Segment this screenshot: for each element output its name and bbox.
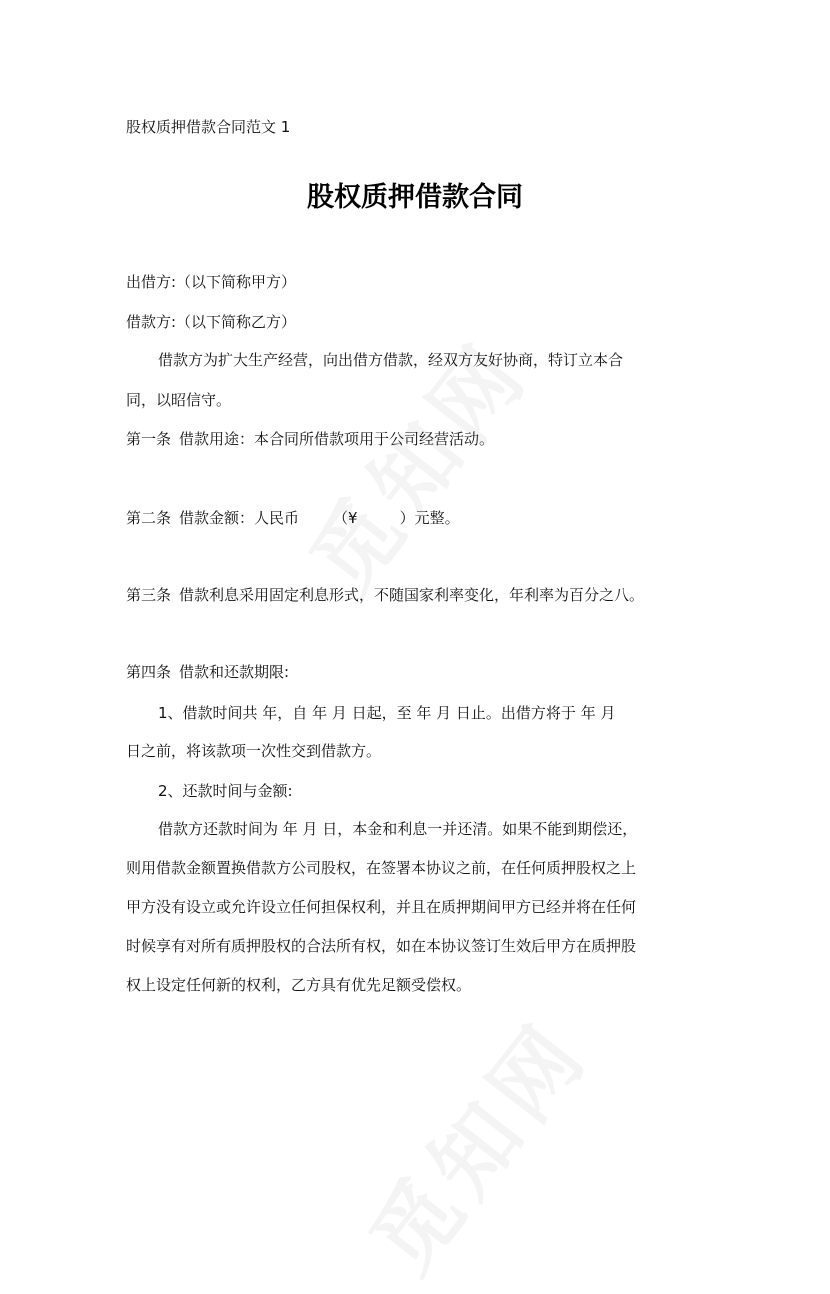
article-4 xyxy=(126,661,289,683)
article-1-number: 第一条 xyxy=(126,430,172,448)
article-4-item-1-line-1: 1、借款时间共 年，自 年 月 日起，至 年 月 日止。出借方将于 年 月 xyxy=(158,704,616,722)
page-title: 股权质押借款合同 xyxy=(307,182,523,213)
article-4-number: 第四条 xyxy=(126,663,172,681)
article-4-para-line-5: 权上设定任何新的权利，乙方具有优先足额受偿权。 xyxy=(126,976,472,994)
article-4-para-line-4: 时候享有对所有质押股权的合法所有权，如在本协议签订生效后甲方在质押股 xyxy=(126,937,637,955)
intro-line-2: 同，以昭信守。 xyxy=(126,391,232,409)
article-4-item-2: 2、还款时间与金额: xyxy=(158,782,293,800)
article-3-number: 第三条 xyxy=(126,586,172,604)
amount-suffix: ）元整。 xyxy=(399,509,460,527)
article-4-para-line-2: 则用借款金额置换借款方公司股权，在签署本协议之前，在任何质押股权之上 xyxy=(126,859,637,877)
article-2 xyxy=(126,507,460,529)
article-4-para-line-1: 借款方还款时间为 年 月 日，本金和利息一并还清。如果不能到期偿还， xyxy=(158,820,638,838)
article-2-number: 第二条 xyxy=(126,509,172,527)
article-2-text: 借款金额：人民币 xyxy=(179,509,300,527)
intro-line-1: 借款方为扩大生产经营，向出借方借款，经双方友好协商，特订立本合 xyxy=(158,351,624,369)
article-4-para-line-3: 甲方没有设立或允许设立任何担保权利，并且在质押期间甲方已经并将在任何 xyxy=(126,898,637,916)
article-1 xyxy=(126,428,494,450)
article-4-item-1-line-2: 日之前，将该款项一次性交到借款方。 xyxy=(126,742,382,760)
article-3 xyxy=(126,584,644,606)
borrower-line: 借款方:（以下简称乙方） xyxy=(126,313,297,331)
lender-line: 出借方:（以下简称甲方） xyxy=(126,273,297,291)
article-3-text: 借款利息采用固定利息形式，不随国家利率变化，年利率为百分之八。 xyxy=(179,586,645,604)
article-1-text: 借款用途：本合同所借款项用于公司经营活动。 xyxy=(179,430,495,448)
doc-label: 股权质押借款合同范文 1 xyxy=(126,118,291,136)
watermark xyxy=(336,990,611,1293)
article-4-text: 借款和还款期限: xyxy=(179,663,290,681)
amount-yen: （¥ xyxy=(333,509,358,527)
